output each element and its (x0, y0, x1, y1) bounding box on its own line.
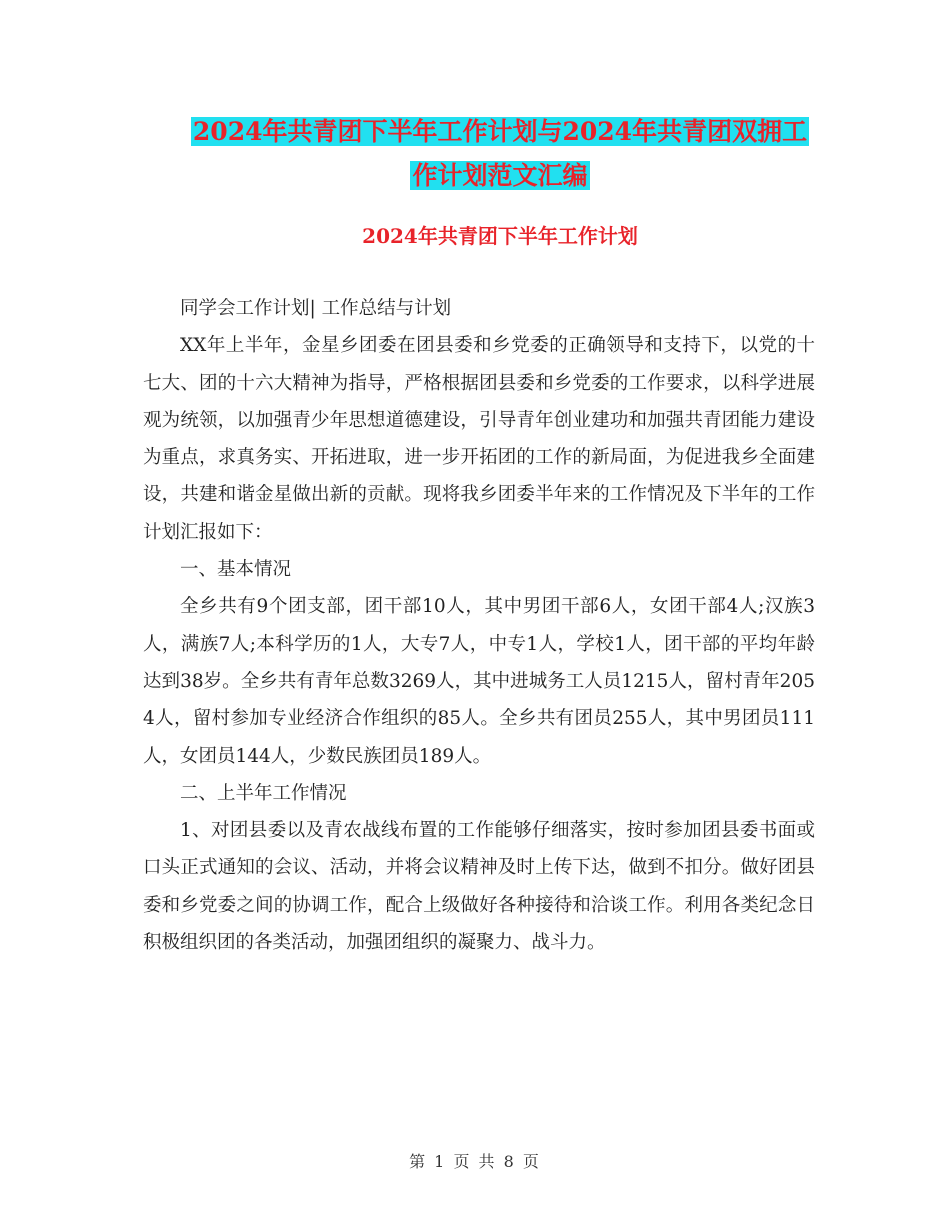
document-title-line-2: 作计划范文汇编 (412, 161, 588, 190)
heading-first-half-work: 二、上半年工作情况 (180, 782, 347, 804)
paragraph-basic-situation: 全乡共有9个团支部，团干部10人，其中男团干部6人，女团干部4人;汉族3人，满族7人;本科学历的1人，大专7人，中专1人，学校1人，团干部的平均年龄达到38岁。全乡共有青年总数3269人，其中进城务工人员1215人，留村青年2054人，留村参加专业经济合作组织的85人。全乡共有团员255人，其中男团员111人，女团员144人，少数民族团员189人。 (143, 596, 815, 767)
document-title-line-1: 2024年共青团下半年工作计划与2024年共青团双拥工 (192, 117, 808, 146)
heading-basic-situation: 一、基本情况 (180, 559, 292, 581)
document-title (140, 110, 860, 198)
document-body (143, 290, 815, 961)
paragraph-intro: XX年上半年，金星乡团委在团县委和乡党委的正确领导和支持下，以党的十七大、团的十六大精神为指导，严格根据团县委和乡党委的工作要求，以科学进展观为统领，以加强青少年思想道德建设，引导青年创业建功和加强共青团能力建设为重点，求真务实、开拓进取，进一步开拓团的工作的新局面，为促进我乡全面建设，共建和谐金星做出新的贡献。现将我乡团委半年来的工作情况及下半年的工作计划汇报如下： (143, 335, 815, 543)
paragraph-first-half-work-1: 1、对团县委以及青农战线布置的工作能够仔细落实，按时参加团县委书面或口头正式通知的会议、活动，并将会议精神及时上传下达，做到不扣分。做好团县委和乡党委之间的协调工作，配合上级做好各种接待和洽谈工作。利用各类纪念日积极组织团的各类活动，加强团组织的凝聚力、战斗力。 (143, 820, 815, 954)
page-footer: 第 1 页 共 8 页 (409, 1152, 541, 1171)
paragraph-subtitle: 同学会工作计划| 工作总结与计划 (180, 298, 452, 319)
section-title: 2024年共青团下半年工作计划 (362, 224, 638, 248)
